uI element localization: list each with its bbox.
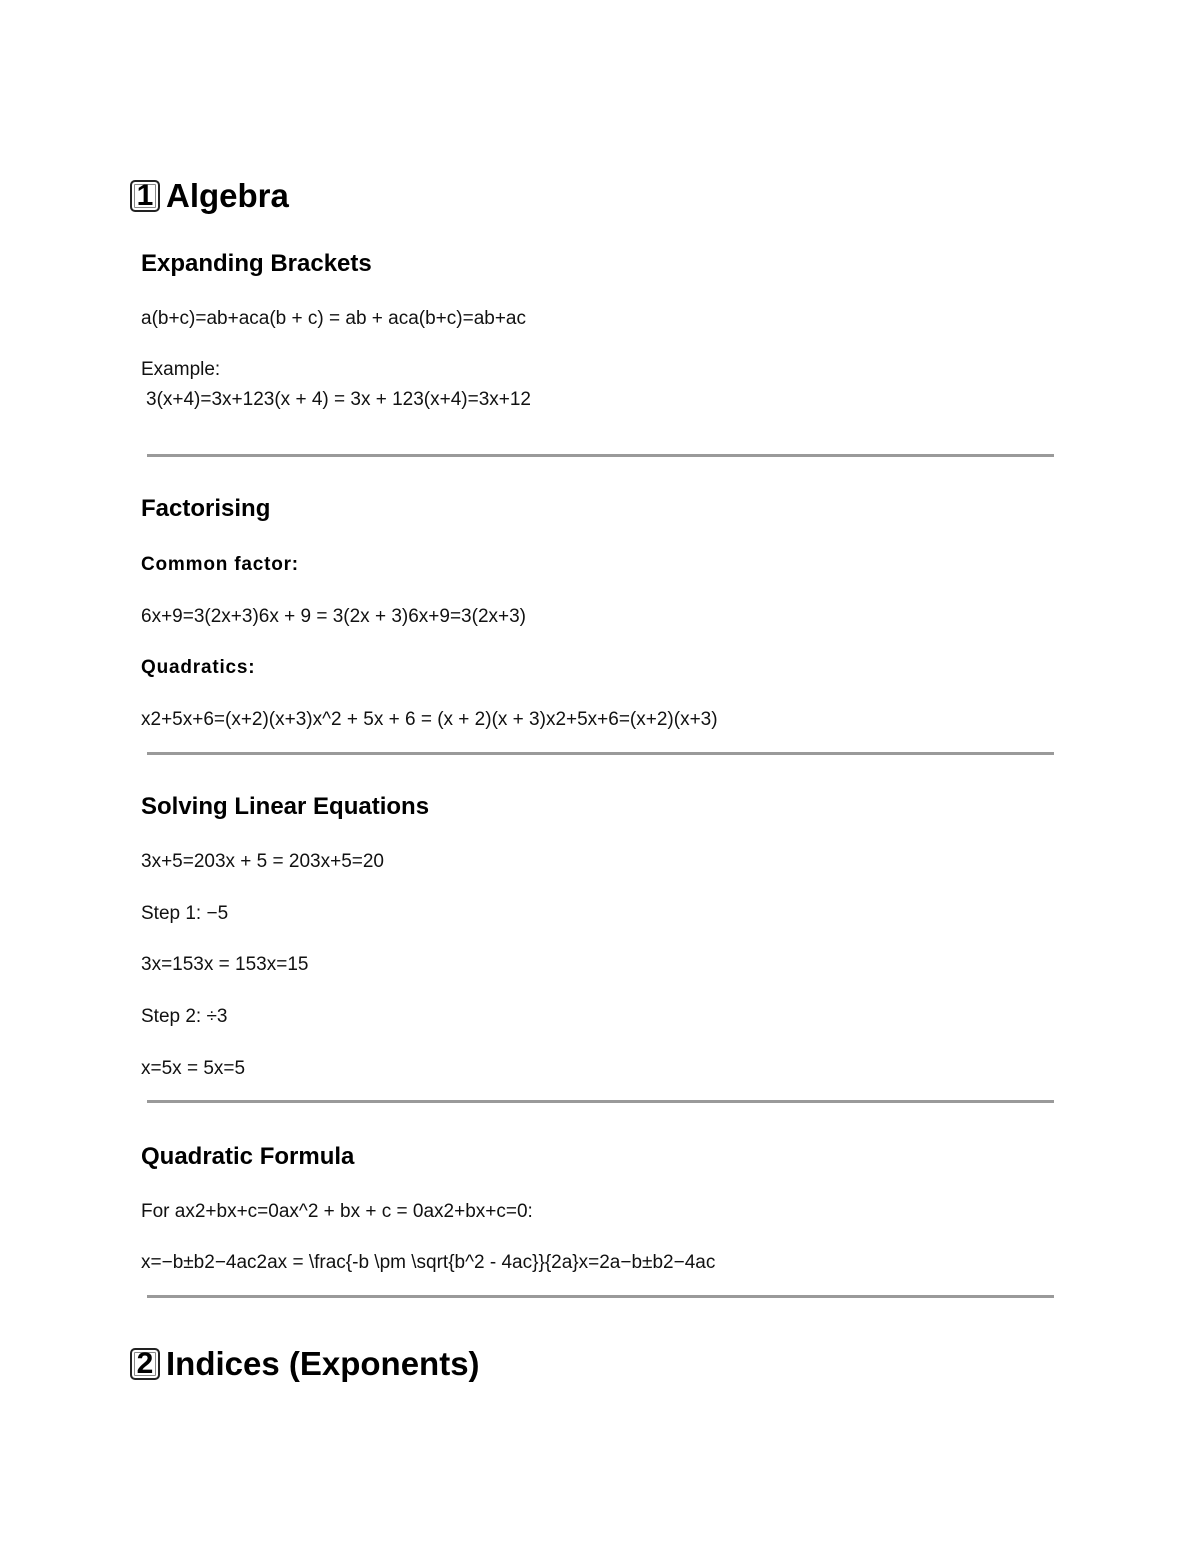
example-expanding: 3(x+4)=3x+123(x + 4) = 3x + 123(x+4)=3x+12 [146,389,532,410]
formula-expanding: a(b+c)=ab+aca(b + c) = ab + aca(b+c)=ab+ac [141,308,527,329]
equation-step-1: 3x=153x = 153x=15 [141,954,309,975]
subheading-factorising: Factorising [141,495,271,522]
section-heading-indices [130,1345,480,1383]
section-title: Indices (Exponents) [166,1345,480,1382]
quadratic-formula-line-1: For ax2+bx+c=0ax^2 + bx + c = 0ax2+bx+c=0: [141,1201,533,1222]
section-heading-algebra [130,177,289,215]
section-number-badge: 2 [130,1348,160,1380]
formula-quadratics: x2+5x+6=(x+2)(x+3)x^2 + 5x + 6 = (x + 2)(x + 3)x2+5x+6=(x+2)(x+3) [141,709,718,730]
step-1: Step 1: −5 [141,903,229,924]
section-number-badge: 1 [130,180,160,212]
quadratic-formula-line-2: x=−b±b2−4ac2ax = \frac{-b \pm \sqrt{b^2 - 4ac}}{2a}x=2a−b±b2−4ac [141,1252,716,1273]
horizontal-rule [147,1295,1054,1298]
subheading-expanding-brackets: Expanding Brackets [141,250,372,277]
step-2: Step 2: ÷3 [141,1006,228,1027]
horizontal-rule [147,454,1054,457]
equation-step-2: x=5x = 5x=5 [141,1058,246,1079]
label-common-factor: Common factor: [141,554,299,575]
label-quadratics: Quadratics: [141,657,256,678]
example-label: Example: [141,359,221,380]
section-title: Algebra [166,177,289,214]
subheading-linear-equations: Solving Linear Equations [141,793,430,820]
subheading-quadratic-formula: Quadratic Formula [141,1143,355,1170]
horizontal-rule [147,1100,1054,1103]
equation-linear: 3x+5=203x + 5 = 203x+5=20 [141,851,384,872]
formula-common-factor: 6x+9=3(2x+3)6x + 9 = 3(2x + 3)6x+9=3(2x+3) [141,606,527,627]
horizontal-rule [147,752,1054,755]
